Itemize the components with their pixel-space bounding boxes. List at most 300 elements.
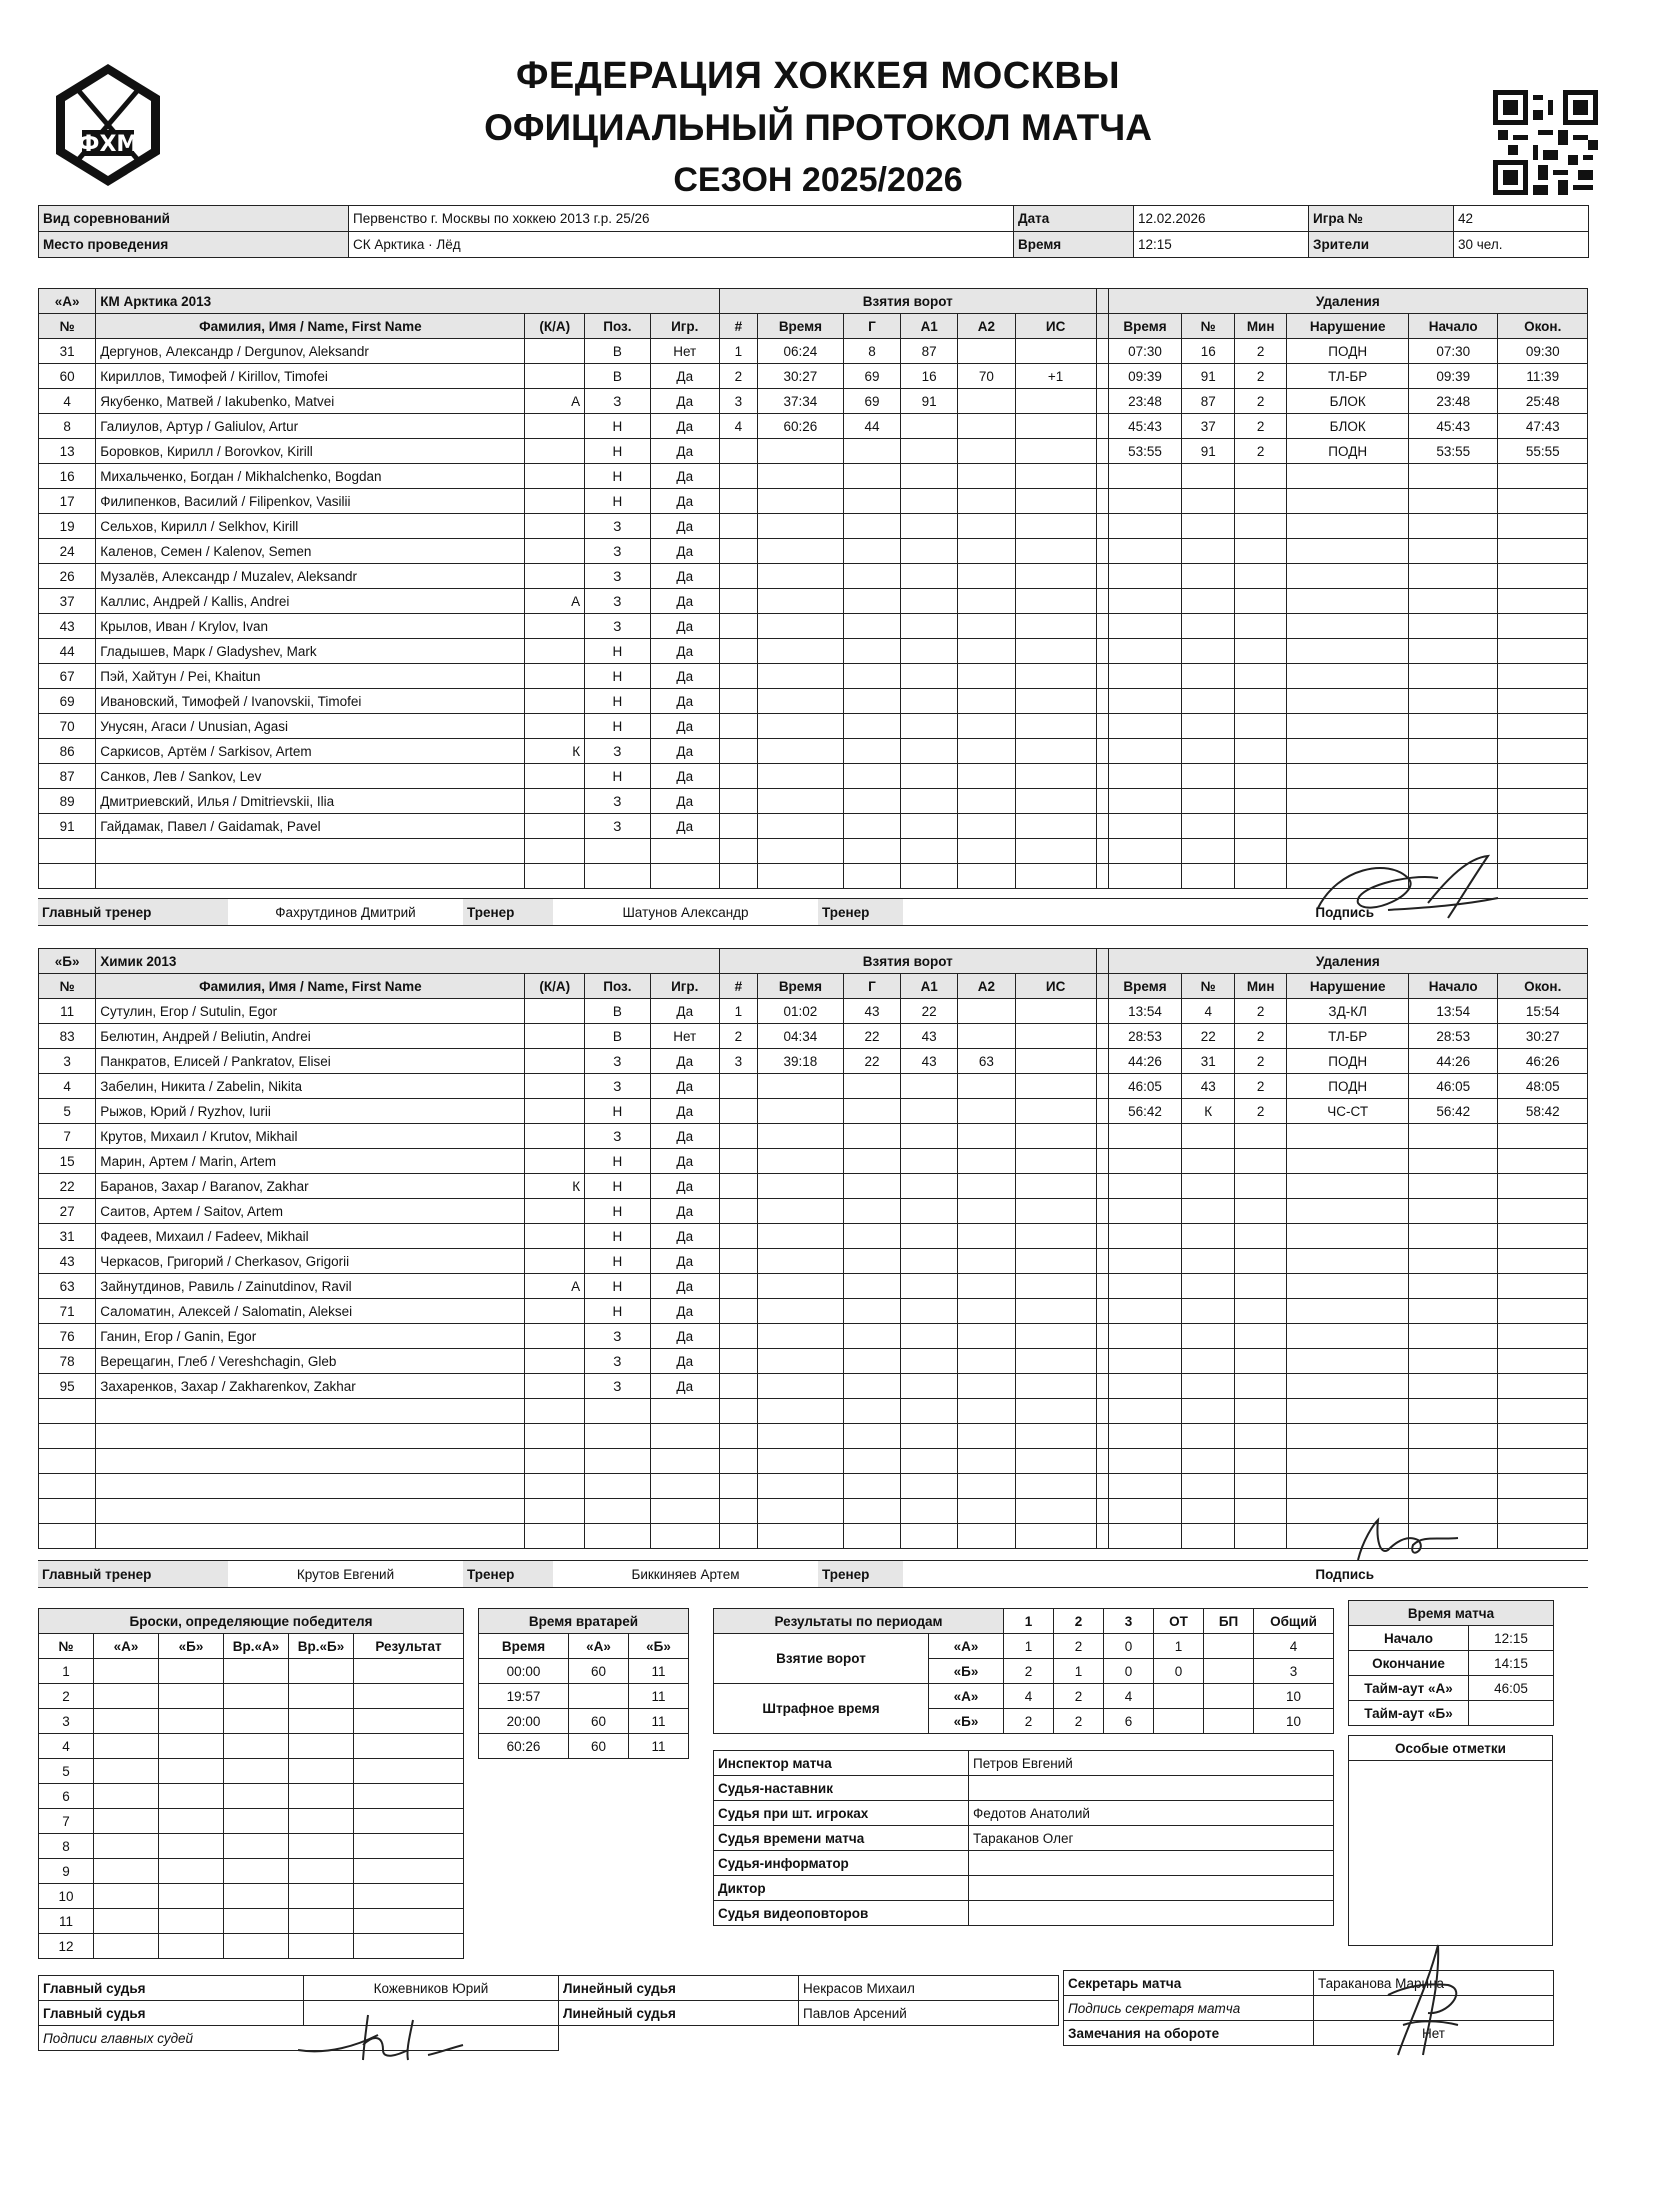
goal-number bbox=[719, 814, 757, 839]
goal-strength bbox=[1015, 439, 1096, 464]
goal-time bbox=[758, 1199, 844, 1224]
penalty-player bbox=[1182, 1374, 1234, 1399]
goal-number bbox=[719, 1174, 757, 1199]
penalty-time: 13:54 bbox=[1108, 999, 1182, 1024]
penalty-infraction bbox=[1287, 1524, 1409, 1549]
player-number: 78 bbox=[39, 1349, 96, 1374]
goal-assist-1 bbox=[901, 789, 958, 814]
player-position: Н bbox=[585, 1099, 651, 1124]
spacer bbox=[1096, 639, 1108, 664]
goal-number bbox=[719, 514, 757, 539]
player-position: Н bbox=[585, 1299, 651, 1324]
penalty-end bbox=[1498, 464, 1588, 489]
goal-assist-1 bbox=[901, 1474, 958, 1499]
penalty-minutes: 2 bbox=[1234, 1024, 1286, 1049]
goal-scorer-header: Г bbox=[843, 974, 900, 999]
main-referee-name: Кожевников Юрий bbox=[304, 1976, 559, 2001]
player-name: Черкасов, Григорий / Cherkasov, Grigorii bbox=[96, 1249, 525, 1274]
coach-name bbox=[903, 899, 1248, 926]
penalty-time bbox=[1108, 1174, 1182, 1199]
spacer bbox=[1096, 949, 1108, 974]
penalty-minutes bbox=[1234, 489, 1286, 514]
player-position: Н bbox=[585, 1174, 651, 1199]
venue-value: СК Арктика · Лёд bbox=[349, 232, 1014, 258]
goal-assist-2 bbox=[958, 1224, 1015, 1249]
goal-scorer bbox=[843, 1524, 900, 1549]
player-number: 13 bbox=[39, 439, 96, 464]
penalty-time: 53:55 bbox=[1108, 439, 1182, 464]
goal-strength bbox=[1015, 1224, 1096, 1249]
player-number: 31 bbox=[39, 1224, 96, 1249]
penalty-infraction bbox=[1287, 839, 1409, 864]
player-row bbox=[39, 739, 1588, 764]
goal-scorer: 22 bbox=[843, 1024, 900, 1049]
goal-number bbox=[719, 1499, 757, 1524]
shootout-cell bbox=[94, 1859, 159, 1884]
player-played: Да bbox=[650, 389, 719, 414]
goal-number bbox=[719, 1249, 757, 1274]
period-value bbox=[1204, 1659, 1254, 1684]
player-row bbox=[39, 1524, 1588, 1549]
player-role bbox=[525, 414, 585, 439]
player-row bbox=[39, 1374, 1588, 1399]
penalty-minutes: 2 bbox=[1234, 414, 1286, 439]
penalty-minutes: 2 bbox=[1234, 1074, 1286, 1099]
player-row bbox=[39, 1249, 1588, 1274]
penalty-start bbox=[1409, 664, 1498, 689]
shootout-cell bbox=[289, 1734, 354, 1759]
player-role bbox=[525, 1199, 585, 1224]
goal-strength bbox=[1015, 414, 1096, 439]
goal-assist-1 bbox=[901, 589, 958, 614]
goal-time-header: Время bbox=[758, 974, 844, 999]
shootout-cell bbox=[94, 1884, 159, 1909]
goal-number bbox=[719, 1299, 757, 1324]
penalty-player bbox=[1182, 1424, 1234, 1449]
match-inspector-label: Инспектор матча bbox=[714, 1751, 969, 1776]
penalty-minutes bbox=[1234, 1424, 1286, 1449]
goal-assist-1 bbox=[901, 514, 958, 539]
shootout-cell bbox=[224, 1784, 289, 1809]
shootout-row-number: 9 bbox=[39, 1859, 94, 1884]
goalie-a-number: 60 bbox=[569, 1709, 629, 1734]
period-team-tag: «А» bbox=[929, 1634, 1004, 1659]
spacer bbox=[1096, 1174, 1108, 1199]
goal-scorer bbox=[843, 1299, 900, 1324]
player-row bbox=[39, 1174, 1588, 1199]
goal-assist-2 bbox=[958, 764, 1015, 789]
goalie-b-number: 11 bbox=[629, 1684, 689, 1709]
player-position: Н bbox=[585, 489, 651, 514]
penalty-infraction: ПОДН bbox=[1287, 1074, 1409, 1099]
player-name: Гладышев, Марк / Gladyshev, Mark bbox=[96, 639, 525, 664]
penalty-end: 46:26 bbox=[1498, 1049, 1588, 1074]
shootout-cell bbox=[159, 1859, 224, 1884]
player-role bbox=[525, 514, 585, 539]
player-name bbox=[96, 839, 525, 864]
period-value bbox=[1154, 1709, 1204, 1734]
goal-assist-2 bbox=[958, 789, 1015, 814]
penalty-infraction: ПОДН bbox=[1287, 339, 1409, 364]
player-name: Боровков, Кирилл / Borovkov, Kirill bbox=[96, 439, 525, 464]
goal-assist-1 bbox=[901, 1299, 958, 1324]
penalty-minutes: 2 bbox=[1234, 339, 1286, 364]
goal-number bbox=[719, 564, 757, 589]
player-number: 26 bbox=[39, 564, 96, 589]
player-position: Н bbox=[585, 639, 651, 664]
goal-scorer bbox=[843, 489, 900, 514]
shootout-cell bbox=[94, 1734, 159, 1759]
qr-code-icon bbox=[1493, 90, 1598, 195]
penalty-start bbox=[1409, 564, 1498, 589]
player-number: 69 bbox=[39, 689, 96, 714]
player-role: А bbox=[525, 1274, 585, 1299]
goal-strength bbox=[1015, 539, 1096, 564]
penalty-box-judge-label: Судья при шт. игроках bbox=[714, 1801, 969, 1826]
player-position: Н bbox=[585, 664, 651, 689]
special-notes-title: Особые отметки bbox=[1349, 1736, 1553, 1761]
penalty-time bbox=[1108, 664, 1182, 689]
shootout-cell bbox=[159, 1684, 224, 1709]
goal-strength bbox=[1015, 339, 1096, 364]
header bbox=[38, 20, 1598, 210]
goal-scorer bbox=[843, 1349, 900, 1374]
player-name bbox=[96, 1424, 525, 1449]
player-role: А bbox=[525, 589, 585, 614]
player-name: Забелин, Никита / Zabelin, Nikita bbox=[96, 1074, 525, 1099]
shootout-cell bbox=[94, 1909, 159, 1934]
goal-strength bbox=[1015, 614, 1096, 639]
player-name: Пэй, Хайтун / Pei, Khaitun bbox=[96, 664, 525, 689]
penalty-minutes bbox=[1234, 689, 1286, 714]
goalie-change-time: 20:00 bbox=[479, 1709, 569, 1734]
pos-header: Поз. bbox=[585, 974, 651, 999]
pen-time-header: Время bbox=[1108, 314, 1182, 339]
penalty-end: 55:55 bbox=[1498, 439, 1588, 464]
penalty-end bbox=[1498, 514, 1588, 539]
penalty-infraction bbox=[1287, 514, 1409, 539]
player-row bbox=[39, 1024, 1588, 1049]
goalie-b-number: 11 bbox=[629, 1659, 689, 1684]
shootout-row-number: 5 bbox=[39, 1759, 94, 1784]
penalty-player bbox=[1182, 739, 1234, 764]
penalty-time bbox=[1108, 839, 1182, 864]
coach-name: Шатунов Александр bbox=[553, 899, 818, 926]
player-row bbox=[39, 489, 1588, 514]
penalty-minutes bbox=[1234, 1274, 1286, 1299]
penalty-end bbox=[1498, 1249, 1588, 1274]
penalty-end bbox=[1498, 1374, 1588, 1399]
player-role bbox=[525, 614, 585, 639]
goal-scorer bbox=[843, 1149, 900, 1174]
penalty-player: 87 bbox=[1182, 389, 1234, 414]
penalty-player bbox=[1182, 614, 1234, 639]
spacer bbox=[1096, 839, 1108, 864]
goal-assist-2 bbox=[958, 614, 1015, 639]
player-name: Верещагин, Глеб / Vereshchagin, Gleb bbox=[96, 1349, 525, 1374]
penalty-infraction bbox=[1287, 1199, 1409, 1224]
spacer bbox=[1096, 1299, 1108, 1324]
penalty-player bbox=[1182, 1499, 1234, 1524]
player-played: Нет bbox=[650, 1024, 719, 1049]
shootout-cell bbox=[224, 1859, 289, 1884]
signature-field bbox=[1378, 1561, 1588, 1588]
goal-strength bbox=[1015, 564, 1096, 589]
player-role bbox=[525, 1374, 585, 1399]
player-position: В bbox=[585, 1024, 651, 1049]
shootout-row-number: 12 bbox=[39, 1934, 94, 1959]
period-value: 2 bbox=[1054, 1709, 1104, 1734]
penalty-end bbox=[1498, 739, 1588, 764]
penalty-player bbox=[1182, 1249, 1234, 1274]
player-name: Крутов, Михаил / Krutov, Mikhail bbox=[96, 1124, 525, 1149]
spacer bbox=[1096, 1099, 1108, 1124]
competition-label: Вид соревнований bbox=[39, 206, 349, 232]
goal-strength bbox=[1015, 739, 1096, 764]
spacer bbox=[1096, 1274, 1108, 1299]
penalty-start bbox=[1409, 739, 1498, 764]
penalty-minutes bbox=[1234, 864, 1286, 889]
player-role bbox=[525, 1474, 585, 1499]
goal-assist-2 bbox=[958, 739, 1015, 764]
goal-assist-1 bbox=[901, 764, 958, 789]
penalty-time bbox=[1108, 1249, 1182, 1274]
penalty-minutes: 2 bbox=[1234, 1099, 1286, 1124]
player-position: З bbox=[585, 1074, 651, 1099]
goal-number: 1 bbox=[719, 999, 757, 1024]
penalty-end bbox=[1498, 764, 1588, 789]
penalty-start: 45:43 bbox=[1409, 414, 1498, 439]
goal-time bbox=[758, 514, 844, 539]
shootout-cell bbox=[159, 1834, 224, 1859]
penalty-box-judge-name: Федотов Анатолий bbox=[969, 1801, 1334, 1826]
goal-time bbox=[758, 814, 844, 839]
penalty-time bbox=[1108, 689, 1182, 714]
shootout-cell bbox=[224, 1734, 289, 1759]
match-inspector-name: Петров Евгений bbox=[969, 1751, 1334, 1776]
shootout-cell bbox=[354, 1734, 464, 1759]
goal-time bbox=[758, 1299, 844, 1324]
player-role bbox=[525, 539, 585, 564]
goal-time bbox=[758, 489, 844, 514]
penalty-infraction bbox=[1287, 1474, 1409, 1499]
player-name: Санков, Лев / Sankov, Lev bbox=[96, 764, 525, 789]
goal-scorer bbox=[843, 464, 900, 489]
goal-strength bbox=[1015, 714, 1096, 739]
goal-assist-2 bbox=[958, 1199, 1015, 1224]
goal-assist-2 bbox=[958, 839, 1015, 864]
period-value: 6 bbox=[1104, 1709, 1154, 1734]
goal-strength bbox=[1015, 389, 1096, 414]
shootout-cell bbox=[354, 1659, 464, 1684]
main-referee-name bbox=[304, 2001, 559, 2026]
shootout-cell bbox=[94, 1784, 159, 1809]
player-row bbox=[39, 539, 1588, 564]
spacer bbox=[1096, 389, 1108, 414]
penalty-infraction bbox=[1287, 814, 1409, 839]
player-role bbox=[525, 364, 585, 389]
period-team-tag: «Б» bbox=[929, 1659, 1004, 1684]
penalty-end bbox=[1498, 1274, 1588, 1299]
goalie-col-header: «А» bbox=[569, 1634, 629, 1659]
penalty-start bbox=[1409, 714, 1498, 739]
remarks-value: Нет bbox=[1314, 2021, 1554, 2046]
goalie-a-number: 60 bbox=[569, 1734, 629, 1759]
penalty-infraction bbox=[1287, 689, 1409, 714]
shootout-cell bbox=[94, 1834, 159, 1859]
penalty-infraction bbox=[1287, 1399, 1409, 1424]
goal-assist-1: 22 bbox=[901, 999, 958, 1024]
player-played: Да bbox=[650, 414, 719, 439]
shootout-col-header: Вр.«Б» bbox=[289, 1634, 354, 1659]
penalty-minutes bbox=[1234, 1124, 1286, 1149]
protocol-page bbox=[38, 20, 1598, 2170]
player-number bbox=[39, 1524, 96, 1549]
penalty-start bbox=[1409, 764, 1498, 789]
penalty-end bbox=[1498, 1524, 1588, 1549]
penalty-time bbox=[1108, 564, 1182, 589]
penalty-end bbox=[1498, 789, 1588, 814]
penalty-player bbox=[1182, 764, 1234, 789]
goal-time bbox=[758, 1524, 844, 1549]
penalty-time: 23:48 bbox=[1108, 389, 1182, 414]
player-number bbox=[39, 1449, 96, 1474]
goal-number bbox=[719, 439, 757, 464]
penalty-player: 43 bbox=[1182, 1074, 1234, 1099]
goal-scorer bbox=[843, 1399, 900, 1424]
goal-scorer: 44 bbox=[843, 414, 900, 439]
player-position: Н bbox=[585, 689, 651, 714]
player-played: Да bbox=[650, 464, 719, 489]
goalie-time-title: Время вратарей bbox=[479, 1609, 689, 1634]
shootout-cell bbox=[94, 1684, 159, 1709]
spacer bbox=[1096, 1324, 1108, 1349]
ka-header: (К/А) bbox=[525, 314, 585, 339]
goal-time bbox=[758, 764, 844, 789]
player-row bbox=[39, 439, 1588, 464]
penalty-infraction bbox=[1287, 1374, 1409, 1399]
penalty-end bbox=[1498, 1399, 1588, 1424]
player-position bbox=[585, 1474, 651, 1499]
penalty-player bbox=[1182, 839, 1234, 864]
player-row bbox=[39, 1299, 1588, 1324]
spacer bbox=[1096, 1374, 1108, 1399]
goal-assist-1 bbox=[901, 664, 958, 689]
hockey-federation-logo bbox=[48, 60, 168, 190]
shootout-cell bbox=[354, 1809, 464, 1834]
player-row bbox=[39, 714, 1588, 739]
player-position: З bbox=[585, 1049, 651, 1074]
goal-number: 4 bbox=[719, 414, 757, 439]
goal-scorer-header: Г bbox=[843, 314, 900, 339]
goal-number bbox=[719, 764, 757, 789]
goal-strength bbox=[1015, 764, 1096, 789]
goal-scorer bbox=[843, 1474, 900, 1499]
player-number: 11 bbox=[39, 999, 96, 1024]
shootout-cell bbox=[289, 1859, 354, 1884]
strength-header: ИС bbox=[1015, 974, 1096, 999]
shootout-cell bbox=[159, 1934, 224, 1959]
goal-assist-1 bbox=[901, 839, 958, 864]
goal-assist-1 bbox=[901, 639, 958, 664]
player-number: 63 bbox=[39, 1274, 96, 1299]
goalie-time-table bbox=[478, 1608, 689, 1759]
period-value: 2 bbox=[1004, 1659, 1054, 1684]
player-row bbox=[39, 339, 1588, 364]
period-value: 1 bbox=[1054, 1659, 1104, 1684]
goal-assist-2: 63 bbox=[958, 1049, 1015, 1074]
goal-time: 37:34 bbox=[758, 389, 844, 414]
date-value: 12.02.2026 bbox=[1134, 206, 1309, 232]
linesmen-table bbox=[558, 1975, 1059, 2026]
penalty-infraction: ТЛ-БР bbox=[1287, 364, 1409, 389]
goal-number bbox=[719, 464, 757, 489]
penalty-infraction bbox=[1287, 1324, 1409, 1349]
player-row bbox=[39, 589, 1588, 614]
period-value: 0 bbox=[1154, 1659, 1204, 1684]
penalty-time bbox=[1108, 539, 1182, 564]
penalty-infraction bbox=[1287, 1124, 1409, 1149]
goal-strength bbox=[1015, 689, 1096, 714]
goal-assist-1 bbox=[901, 464, 958, 489]
assist2-header: А2 bbox=[958, 974, 1015, 999]
player-row bbox=[39, 1199, 1588, 1224]
timeout-b-label: Тайм-аут «Б» bbox=[1349, 1701, 1469, 1726]
timeout-b-value bbox=[1469, 1701, 1554, 1726]
coach-label: Тренер bbox=[818, 899, 903, 926]
penalty-time: 46:05 bbox=[1108, 1074, 1182, 1099]
penalty-minutes bbox=[1234, 1224, 1286, 1249]
shootout-col-header: Результат bbox=[354, 1634, 464, 1659]
goal-strength bbox=[1015, 1074, 1096, 1099]
player-name: Ганин, Егор / Ganin, Egor bbox=[96, 1324, 525, 1349]
spacer bbox=[1096, 1449, 1108, 1474]
player-row bbox=[39, 1499, 1588, 1524]
player-role bbox=[525, 1149, 585, 1174]
player-number: 89 bbox=[39, 789, 96, 814]
pen-start-header: Начало bbox=[1409, 314, 1498, 339]
player-role bbox=[525, 664, 585, 689]
goal-strength bbox=[1015, 1349, 1096, 1374]
game-number-value: 42 bbox=[1454, 206, 1589, 232]
goal-assist-1 bbox=[901, 1374, 958, 1399]
secretary-signature-field bbox=[1314, 1996, 1554, 2021]
player-number: 8 bbox=[39, 414, 96, 439]
played-header: Игр. bbox=[650, 974, 719, 999]
player-name: Саитов, Артем / Saitov, Artem bbox=[96, 1199, 525, 1224]
player-name: Унусян, Агаси / Unusian, Agasi bbox=[96, 714, 525, 739]
penalty-infraction bbox=[1287, 1349, 1409, 1374]
player-name: Фадеев, Михаил / Fadeev, Mikhail bbox=[96, 1224, 525, 1249]
penalty-player bbox=[1182, 1324, 1234, 1349]
goal-num-header: # bbox=[719, 974, 757, 999]
penalty-time bbox=[1108, 464, 1182, 489]
linesman-name: Некрасов Михаил bbox=[799, 1976, 1059, 2001]
goal-assist-2: 70 bbox=[958, 364, 1015, 389]
player-position: З bbox=[585, 614, 651, 639]
goal-assist-2 bbox=[958, 864, 1015, 889]
player-row bbox=[39, 1449, 1588, 1474]
penalty-start: 07:30 bbox=[1409, 339, 1498, 364]
player-position bbox=[585, 864, 651, 889]
goal-time bbox=[758, 639, 844, 664]
penalty-player bbox=[1182, 1399, 1234, 1424]
player-number bbox=[39, 864, 96, 889]
player-name: Михальченко, Богдан / Mikhalchenko, Bogdan bbox=[96, 464, 525, 489]
penalty-end: 09:30 bbox=[1498, 339, 1588, 364]
penalty-infraction bbox=[1287, 739, 1409, 764]
shootout-cell bbox=[354, 1934, 464, 1959]
